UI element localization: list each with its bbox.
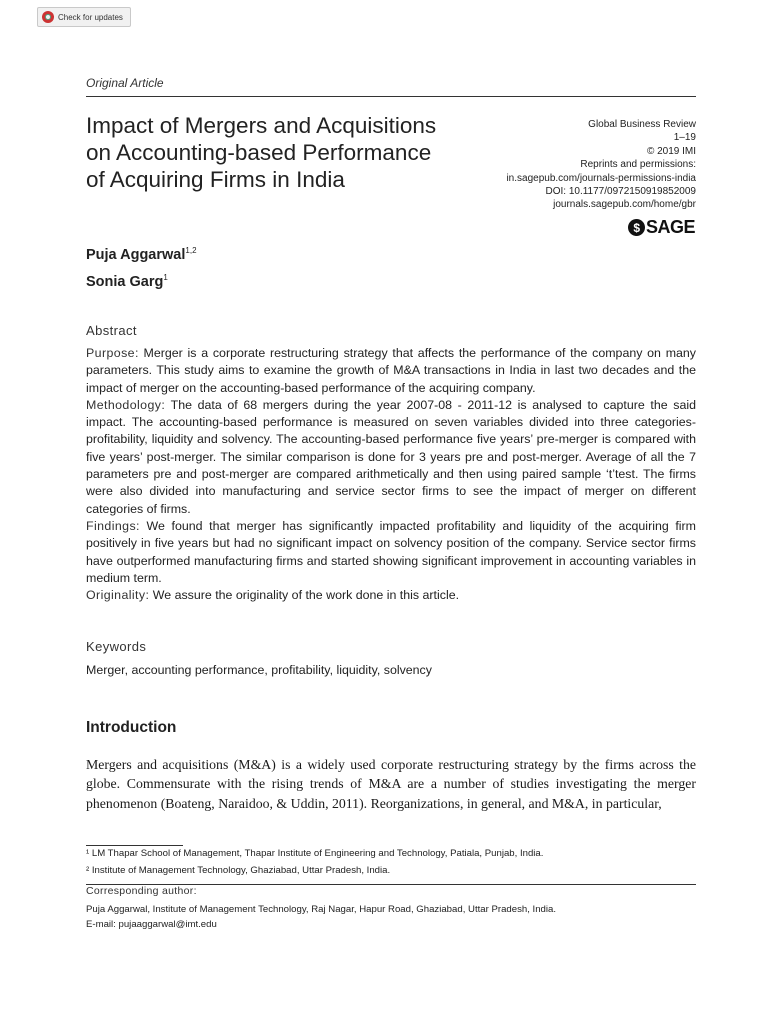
sage-logo-icon: $ [628, 219, 645, 236]
abstract-body [86, 345, 696, 604]
abstract-heading: Abstract [86, 323, 137, 338]
introduction-heading: Introduction [86, 719, 177, 736]
journal-info [456, 118, 696, 212]
page-range: 1–19 [673, 132, 696, 144]
corresponding-address: Puja Aggarwal, Institute of Management Technology, Raj Nagar, Hapur Road, Ghaziabad, Uttar Pradesh, India. [86, 904, 557, 915]
abstract-originality [86, 587, 696, 604]
title-line: of Acquiring Firms in India [86, 167, 345, 192]
copyright: © 2019 IMI [646, 145, 696, 157]
abstract-section-text: Merger is a corporate restructuring strategy that affects the performance of the company on many parameters. This study aims to examine the growth of M&A transactions in India in last two decades and the impact of merger on the accounting-based performance of the acquiring company. [86, 346, 696, 395]
footnote-divider [86, 845, 183, 846]
abstract-purpose [86, 345, 696, 397]
author-name: Puja Aggarwal [86, 246, 186, 263]
header-divider [86, 96, 696, 97]
article-type: Original Article [86, 76, 164, 90]
introduction-text: Mergers and acquisitions (M&A) is a widely used corporate restructuring strategy by the firms across the globe. Commensurate with the rising trends of M&A are a number of studies investigating the merger phenomenon (Boateng, Naraidoo, & Uddin, 2011). Reorganizations, in general, and M&A, in particular, [86, 757, 696, 811]
abstract-section-text: We assure the originality of the work done in this article. [149, 588, 460, 603]
abstract-section-label: Purpose: [86, 346, 139, 360]
author-affiliation-marker: 1,2 [185, 246, 197, 255]
title-line: Impact of Mergers and Acquisitions [86, 113, 437, 138]
corresponding-label: Corresponding author: [86, 885, 197, 897]
publisher-name: SAGE [645, 217, 695, 237]
author-1 [86, 246, 197, 263]
sage-logo [628, 217, 695, 238]
check-for-updates-label: Check for updates [58, 12, 123, 22]
abstract-methodology [86, 397, 696, 518]
permissions-link[interactable]: in.sagepub.com/journals-permissions-india [506, 172, 696, 184]
doi-link[interactable]: DOI: 10.1177/0972150919852009 [545, 186, 696, 198]
author-2 [86, 273, 168, 290]
abstract-section-label: Findings: [86, 518, 140, 533]
keywords-text: Merger, accounting performance, profitability, liquidity, solvency [86, 663, 432, 677]
article-title [86, 112, 496, 193]
journal-name: Global Business Review [588, 119, 696, 130]
affiliation-2: ² Institute of Management Technology, Ghaziabad, Uttar Pradesh, India. [86, 865, 391, 876]
abstract-section-text: The data of 68 mergers during the year 2007-08 - 2011-12 is analysed to capture the said impact. The accounting-based performance is measured on seven variables divided into three categories- profitability, liquidity and solvency. The accounting-based performance five years’ pre-merger is compared with five years’ post-merger. The similar comparison is done for 3 years pre and post-merger. Average of all the 7 parameters pre and post-merger are compared arithmetically and then using paired sample ‘t’test. The firms were also divided into manufacturing and service sector firms to see the impact of merger on different categories of firms. [86, 397, 696, 516]
keywords-heading: Keywords [86, 639, 147, 654]
title-line: on Accounting-based Performance [86, 140, 432, 165]
check-for-updates-button[interactable] [37, 7, 131, 27]
abstract-findings [86, 518, 696, 587]
author-name: Sonia Garg [86, 273, 164, 290]
reprints-label: Reprints and permissions: [580, 159, 696, 171]
abstract-section-text: We found that merger has significantly impacted profitability and liquidity of the acquiring firm positively in five years but had no significant impact on solvency position of the company. Service sector firms have outperformed manufacturing firms and started showing significant improvement in accounting variables in medium term. [86, 518, 696, 585]
corresponding-email[interactable]: E-mail: pujaaggarwal@imt.edu [86, 919, 217, 930]
journal-homepage-link[interactable]: journals.sagepub.com/home/gbr [553, 199, 696, 211]
affiliation-1: ¹ LM Thapar School of Management, Thapar Institute of Engineering and Technology, Patiala, Punjab, India. [86, 848, 544, 859]
abstract-section-label: Methodology: [86, 397, 166, 412]
crossmark-icon [42, 11, 54, 23]
abstract-section-label: Originality: [86, 588, 150, 603]
author-affiliation-marker: 1 [163, 273, 168, 282]
